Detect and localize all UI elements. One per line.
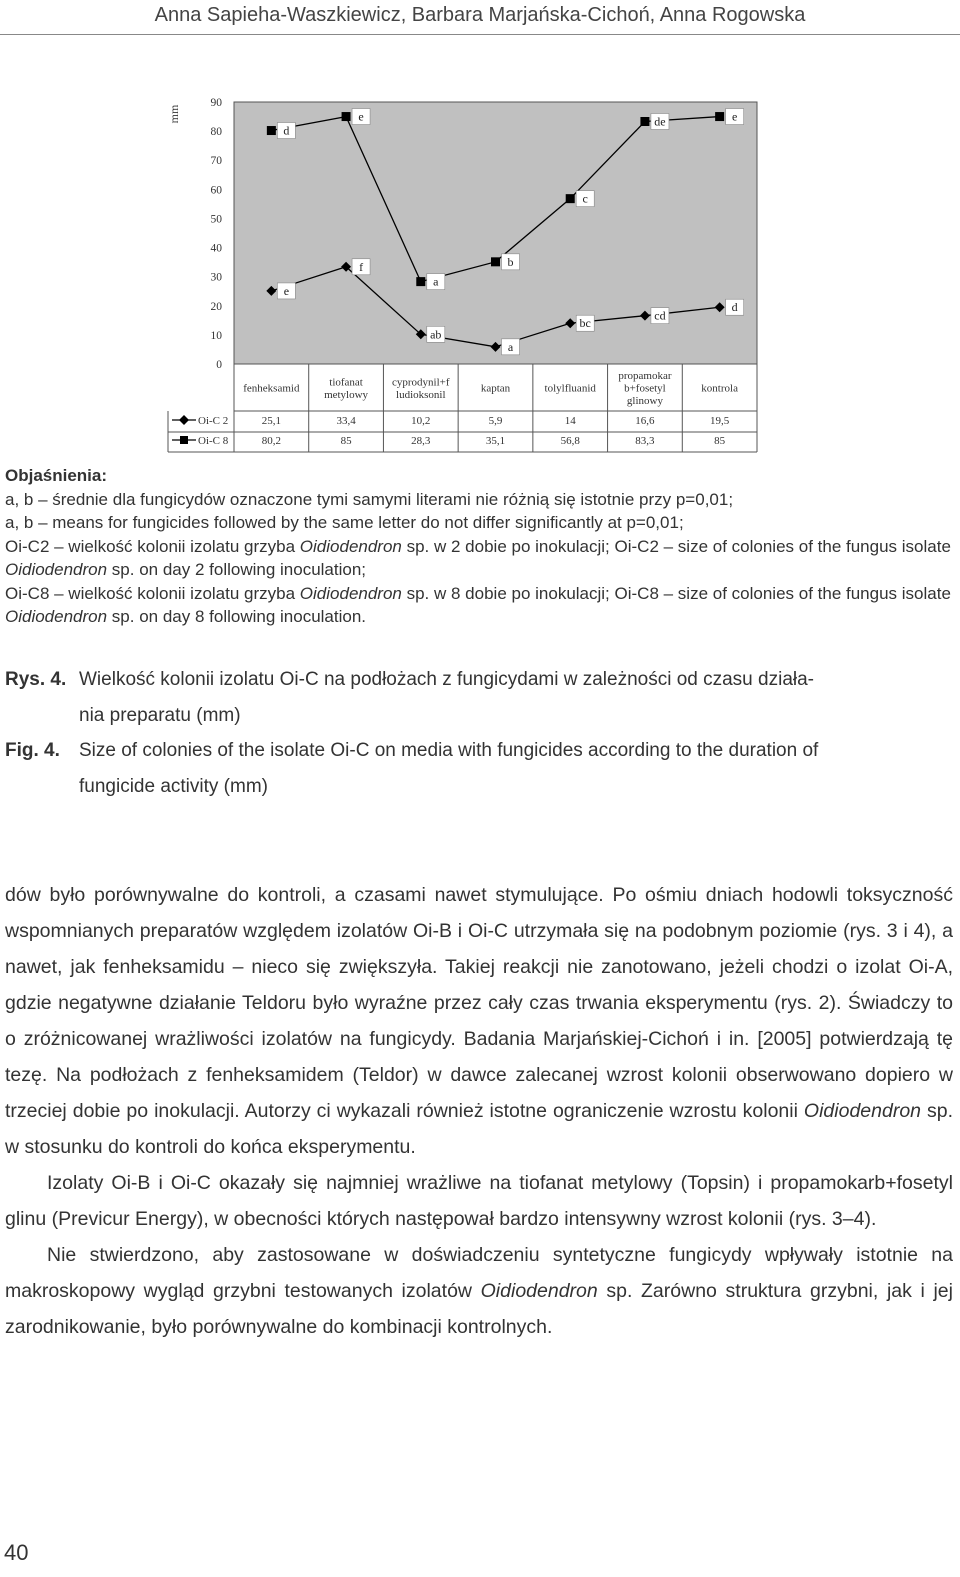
table-value: 25,1 [261,415,281,427]
y-tick-label: 80 [210,126,222,139]
category-label: b+fosetyl [624,382,666,395]
y-tick-label: 90 [210,97,222,109]
category-label: kontrola [701,382,738,395]
category-label: tiofanat [329,376,363,389]
plot-area [234,102,757,364]
legend-line-pl: a, b – średnie dla fungicydów oznaczone tymi samymi literami nie różnią się istotnie przy p=0,01; [5,489,734,509]
table-value: 85 [714,435,726,447]
y-tick-label: 10 [210,329,222,342]
line-chart [160,88,780,458]
category-label: ludioksonil [396,388,446,401]
table-value: 80,2 [261,435,281,447]
y-tick-label: 60 [210,184,222,197]
significance-label: e [731,109,738,124]
data-point-square [491,257,500,266]
significance-label: de [654,114,666,129]
significance-label: d [283,123,290,138]
series-name: Oi-C 8 [198,435,229,447]
running-header [0,0,960,35]
caption-text-en: Size of colonies of the isolate Oi-C on media with fungicides according to the duration of [79,740,819,761]
caption-english [5,733,955,805]
paragraph-3: Nie stwierdzono, aby zastosowane w doświadczeniu syntetyczne fungicydy wpływały istotnie na makroskopowy wygląd grzybni testowanych izolatów Oidiodendron sp. Zarówno struktura grzybni, jak i jej zarodnikowanie, było porównywalne do kombinacji kontrolnych. [5,1244,953,1338]
figure-legend [5,464,955,629]
y-tick-label: 70 [210,155,222,168]
category-label: kaptan [480,382,511,395]
significance-label: ab [430,327,442,342]
body-text [5,877,953,1345]
y-tick-label: 40 [210,242,222,255]
legend-oic8: Oi-C8 – wielkość kolonii izolatu grzyba Oidiodendron sp. w 8 dobie po inokulacji; Oi-C8 – size of colonies of the fungus isolate Oidiodendron sp. on day 8 following inoculation. [5,583,951,626]
y-tick-label: 30 [210,271,222,284]
significance-label: bc [579,316,591,331]
data-point-square [640,117,649,126]
data-point-square [715,112,724,121]
caption-label-en: Fig. 4. [5,740,60,761]
figure-chart [160,88,780,458]
significance-label: f [359,259,364,274]
significance-label: e [358,109,364,124]
caption-label-pl: Rys. 4. [5,669,67,690]
table-value: 28,3 [411,435,431,447]
table-value: 14 [564,415,576,427]
table-value: 16,6 [635,415,655,427]
table-value: 10,2 [411,415,431,427]
significance-label: a [507,339,514,354]
data-point-square [416,277,425,286]
paragraph-1: dów było porównywalne do kontroli, a czasami nawet stymulujące. Po ośmiu dniach hodowli toksyczność wspomnianych preparatów względem izolatów Oi-B i Oi-C utrzymała się na podobnym poziomie (rys. 3 i 4), a nawet, jak fenheksamidu – nieco się zwiększyła. Takiej reakcji nie zanotowano, jeżeli chodzi o izolat Oi-A, gdzie negatywne działanie Teldoru było wyraźne przez cały czas trwania eksperymentu (rys. 2). Świadczy to o zróżnicowanej wrażliwości izolatów na fungicydy. Badania Marjańskiej-Cichoń i in. [2005] potwierdzają tę tezę. Na podłożach z fenheksamidem (Teldor) w dawce zalecanej wzrost kolonii obserwowano dopiero w trzeciej dobie po inokulacji. Autorzy ci wykazali również istotne ograniczenie wzrostu kolonii Oidiodendron sp. w stosunku do kontroli do końca eksperymentu. [5,884,953,1158]
significance-label: d [731,300,738,315]
category-label: metylowy [324,388,369,401]
category-label: tolylfluanid [544,382,596,395]
category-label: propamokar [618,370,672,382]
y-tick-label: 0 [216,359,222,371]
significance-label: a [433,274,439,289]
y-tick-label: 50 [210,213,222,226]
caption-text-pl: Wielkość kolonii izolatu Oi-C na podłożach z fungicydami w zależności od czasu działa- [79,669,814,690]
table-value: 5,9 [488,415,503,427]
legend-oic2: Oi-C2 – wielkość kolonii izolatu grzyba Oidiodendron sp. w 2 dobie po inokulacji; Oi-C2 – size of colonies of the fungus isolate Oidiodendron sp. on day 2 following inoculation; [5,536,951,579]
category-label: cyprodynil+f [392,376,450,389]
table-value: 83,3 [635,435,655,447]
significance-label: cd [654,308,666,323]
page-number: 40 [4,1540,29,1565]
series-name: Oi-C 2 [198,415,229,427]
data-point-square [566,194,575,203]
category-label: fenheksamid [243,382,300,395]
y-tick-label: 20 [210,300,222,313]
legend-title: Objaśnienia: [5,466,108,485]
table-value: 19,5 [710,415,730,427]
significance-label: e [283,283,290,298]
legend-marker-diamond [179,415,189,425]
table-value: 33,4 [336,415,356,427]
caption-text-en-cont: fungicide activity (mm) [79,776,268,797]
legend-marker-square [180,436,188,444]
caption-polish [5,662,955,734]
header-authors: Anna Sapieha-Waszkiewicz, Barbara Marjańska-Cichoń, Anna Rogowska [154,4,806,26]
legend-line-en: a, b – means for fungicides followed by the same letter do not differ significantly at p=0,01; [5,513,684,532]
caption-text-pl-cont: nia preparatu (mm) [79,705,241,726]
significance-label: b [507,254,514,269]
y-axis-label: mm [167,104,181,124]
table-value: 85 [340,435,352,447]
data-point-square [267,126,276,135]
category-label: glinowy [626,395,663,407]
paragraph-2: Izolaty Oi-B i Oi-C okazały się najmniej wrażliwe na tiofanat metylowy (Topsin) i propamokarb+fosetyl glinu (Previcur Energy), w obecności których następował bardzo intensywny wzrost kolonii (rys. 3–4). [5,1172,953,1230]
data-point-square [342,112,351,121]
table-value: 56,8 [560,435,580,447]
significance-label: c [582,191,588,206]
table-value: 35,1 [485,435,506,447]
